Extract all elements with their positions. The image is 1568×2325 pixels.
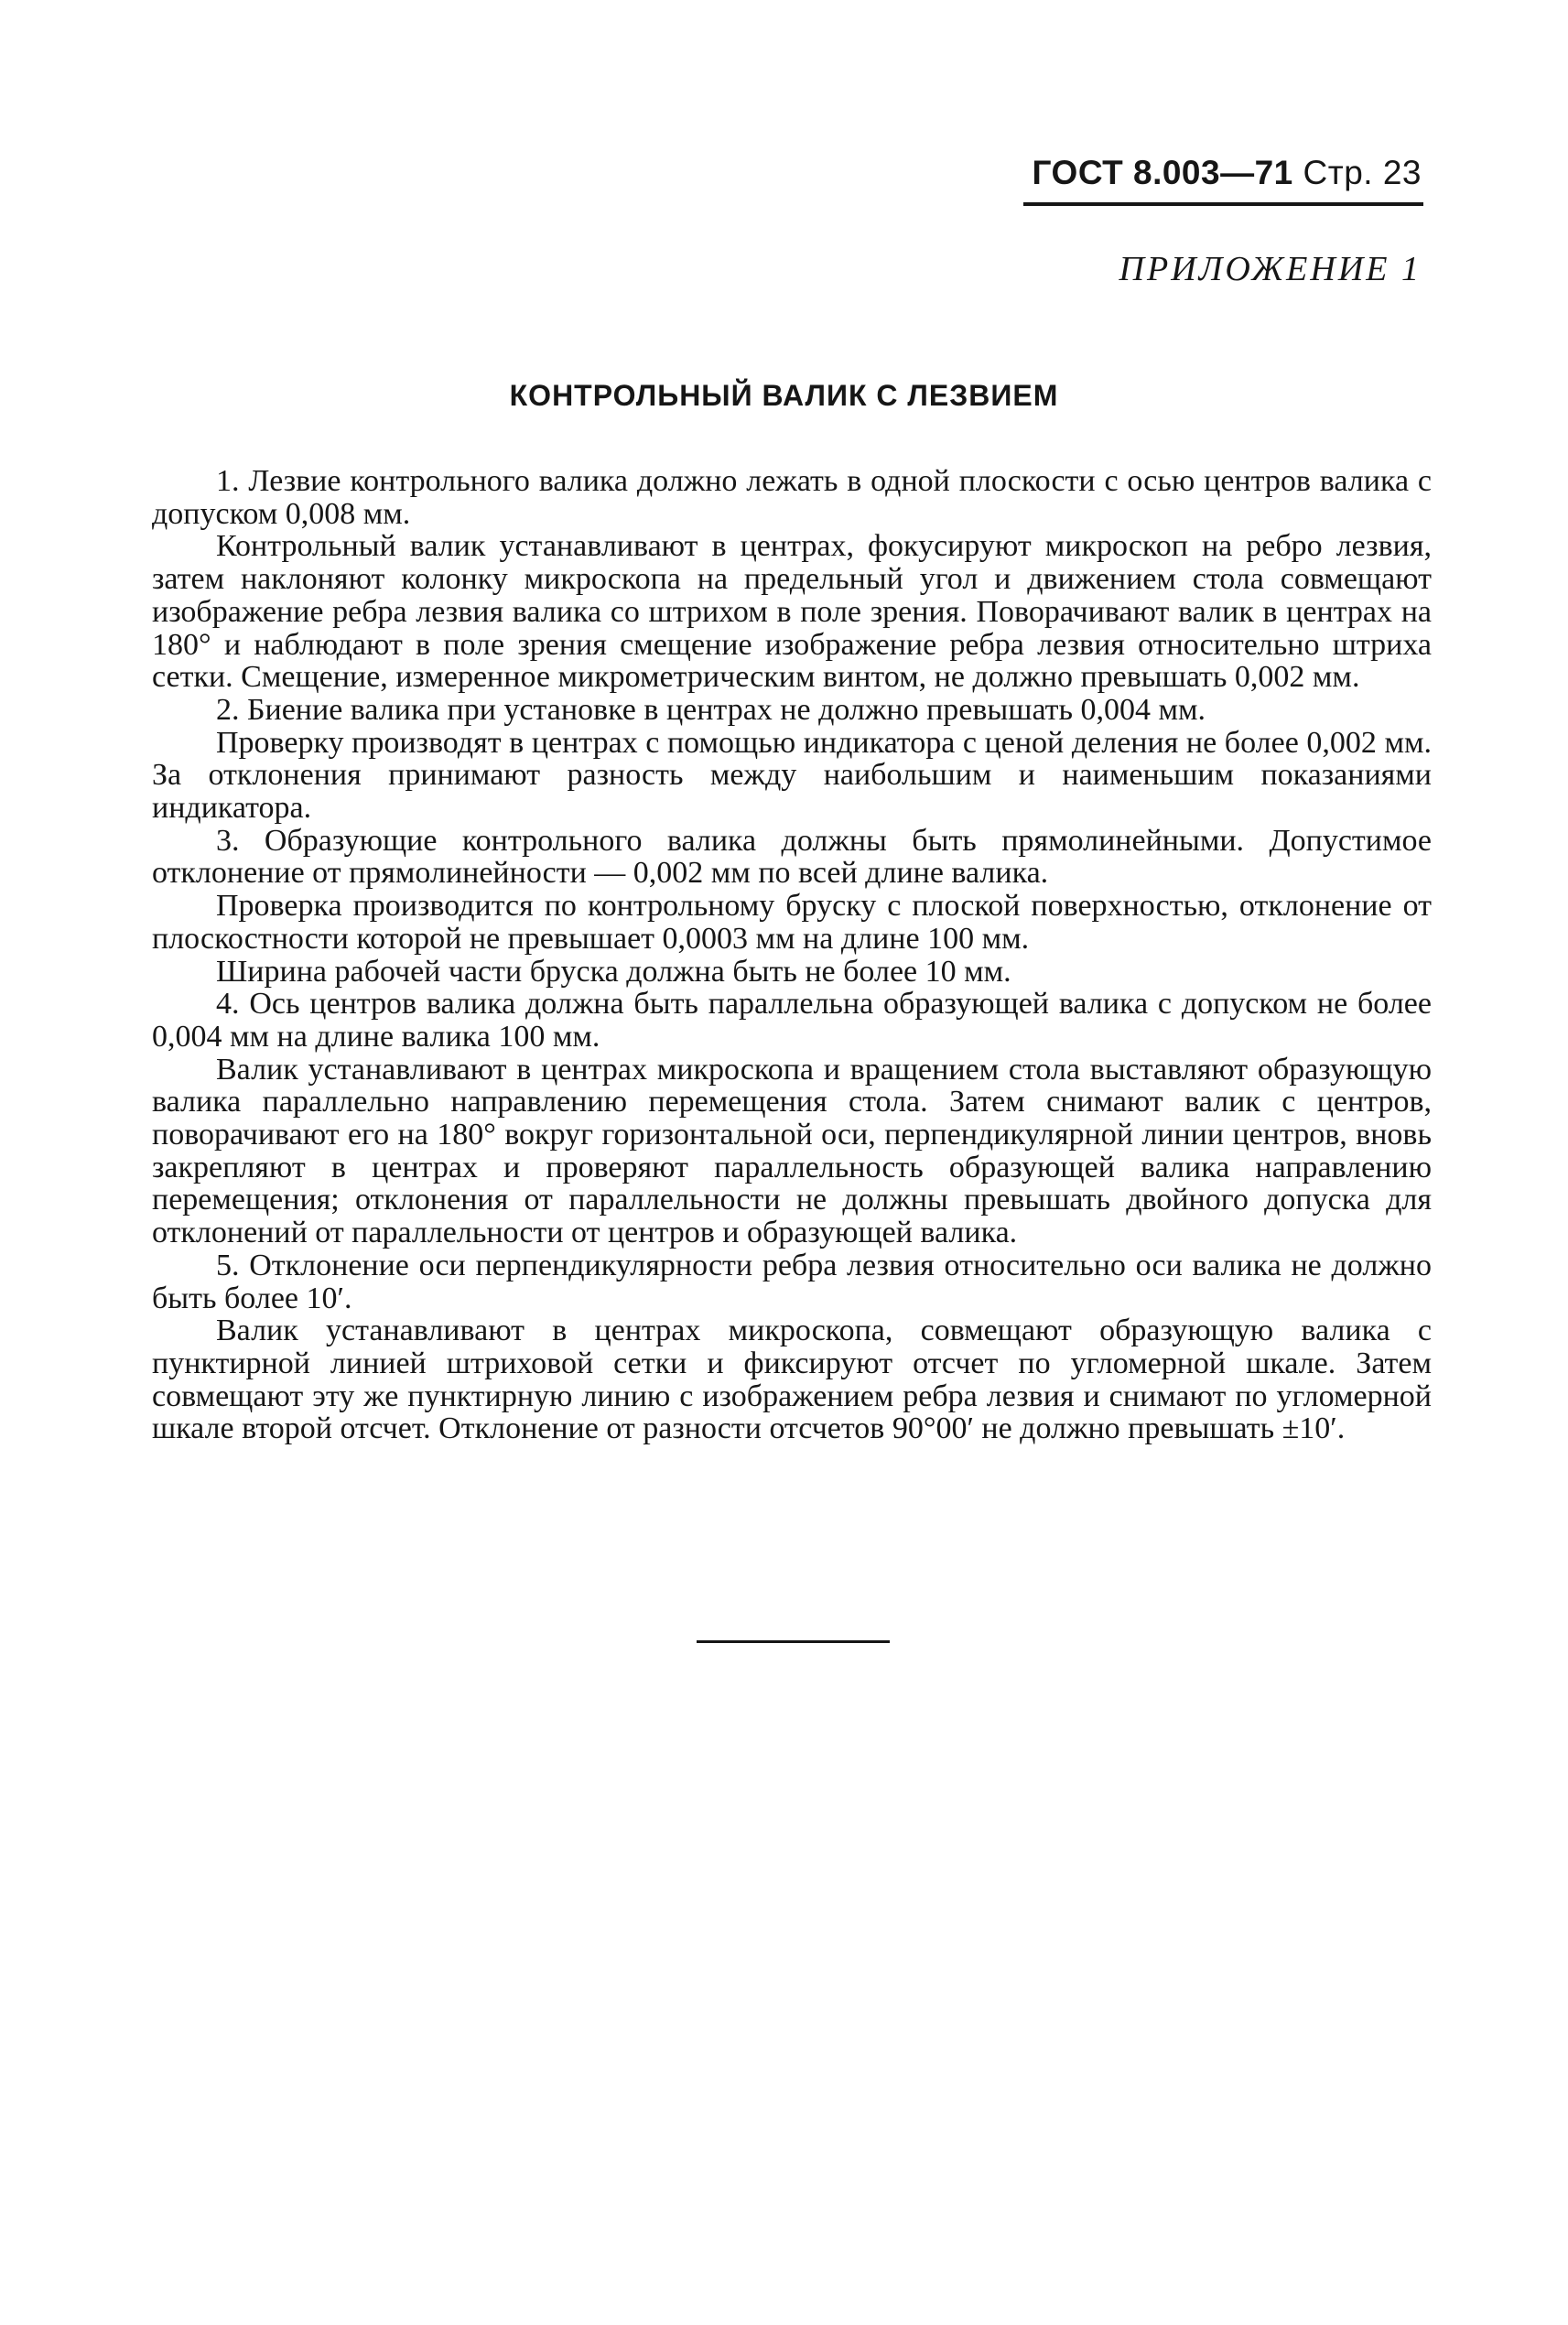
appendix-label: ПРИЛОЖЕНИЕ 1	[1119, 250, 1422, 288]
paragraph: Проверку производят в центрах с помощью индикатора с ценой деления не более 0,002 мм. За отклонения принимают разность между наибольшим и наименьшим показаниями индикатора.	[152, 725, 1432, 826]
paragraph: 5. Отклонение оси перпендикулярности ребра лезвия относительно оси валика не должно быть более 10′.	[152, 1248, 1432, 1315]
paragraph: Проверка производится по контрольному бруску с плоской поверхностью, отклонение от плоскостности которой не превышает 0,0003 мм на длине 100 мм.	[152, 889, 1432, 956]
paragraph: 4. Ось центров валика должна быть параллельна образующей валика с допуском не более 0,004 мм на длине валика 100 мм.	[152, 987, 1432, 1054]
paragraph: Контрольный валик устанавливают в центрах, фокусируют микроскоп на ребро лезвия, затем наклоняют колонку микроскопа на предельный угол и движением стола совмещают изображение ребра лезвия валика со штрихом в поле зрения. Поворачивают валик в центрах на 180° и наблюдают в поле зрения смещение изображение ребра лезвия относительно штриха сетки. Смещение, измеренное микрометрическим винтом, не должно превышать 0,002 мм.	[152, 529, 1432, 695]
end-rule	[697, 1640, 890, 1643]
page-number: Стр. 23	[1303, 154, 1422, 191]
header-rule	[1023, 202, 1423, 206]
paragraph: Валик устанавливают в центрах микроскопа и вращением стола выставляют образующую валика параллельно направлению перемещения стола. Затем снимают валик с центров, поворачивают его на 180° вокруг горизонтальной оси, перпендикулярной линии центров, вновь закрепляют в центрах и проверяют параллельность образующей валика направлению перемещения; отклонения от параллельности не должны превышать двойного допуска для отклонений от параллельности от центров и образующей валика.	[152, 1052, 1432, 1250]
paragraph: 2. Биение валика при установке в центрах не должно превышать 0,004 мм.	[216, 692, 1206, 727]
standard-number: ГОСТ 8.003—71	[1032, 154, 1293, 191]
paragraph: Валик устанавливают в центрах микроскопа, совмещают образующую валика с пунктирной линией штриховой сетки и фиксируют отсчет по угломерной шкале. Затем совмещают эту же пунктирную линию с изображением ребра лезвия и снимают по угломерной шкале второй отсчет. Отклонение от разности отсчетов 90°00′ не должно превышать ±10′.	[152, 1314, 1432, 1446]
body-text	[152, 465, 1432, 1445]
page-header	[1033, 154, 1422, 192]
paragraph: Ширина рабочей части бруска должна быть не более 10 мм.	[216, 954, 1011, 989]
paragraph: 3. Образующие контрольного валика должны быть прямолинейными. Допустимое отклонение от прямолинейности — 0,002 мм по всей длине валика.	[152, 823, 1432, 891]
document-title: КОНТРОЛЬНЫЙ ВАЛИК С ЛЕЗВИЕМ	[509, 379, 1059, 412]
paragraph: 1. Лезвие контрольного валика должно лежать в одной плоскости с осью центров валика с допуском 0,008 мм.	[152, 464, 1432, 531]
